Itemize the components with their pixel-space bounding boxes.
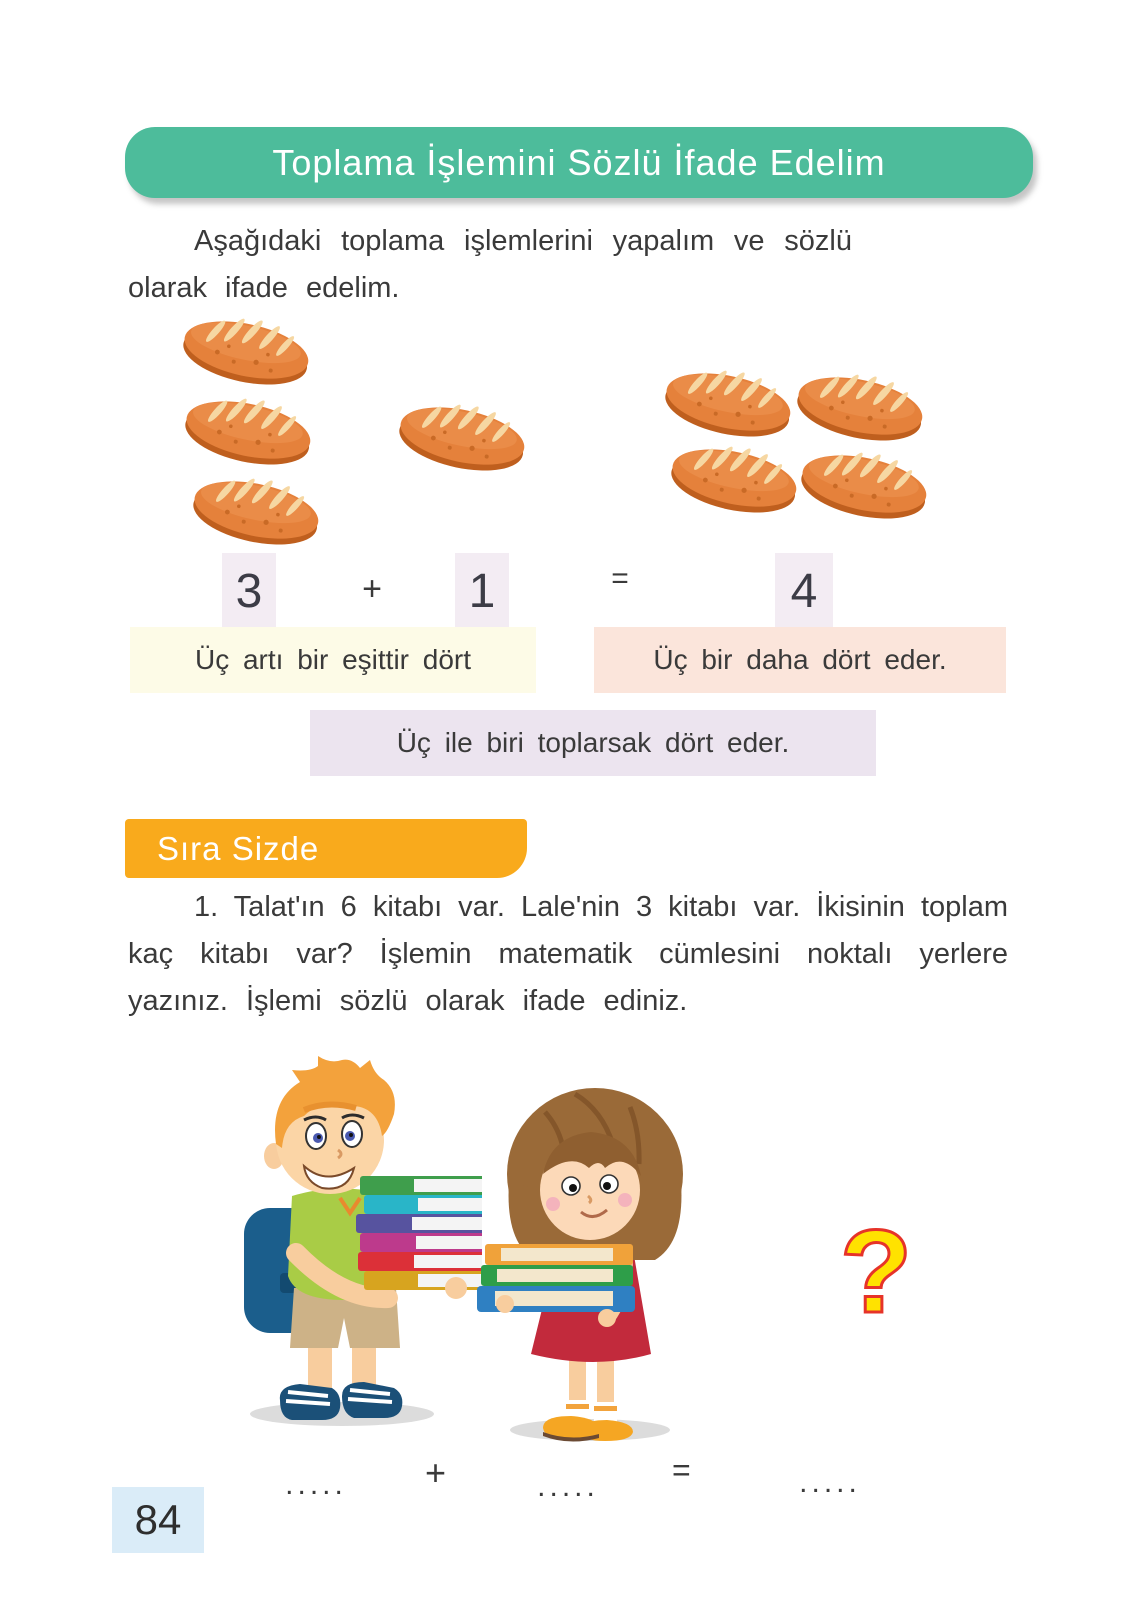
bread-icon	[658, 362, 798, 446]
girl-with-books-illustration	[455, 1072, 725, 1442]
reading-box-symbolic: Üç artı bir eşittir dört	[130, 627, 536, 693]
page-number-badge	[112, 1487, 204, 1553]
bread-icon	[790, 366, 930, 450]
plus-sign: +	[425, 1452, 447, 1493]
equals-sign: =	[611, 562, 629, 595]
problem-line: kaç kitabı var? İşlemin matematik cümlesini noktalı yerlere	[128, 938, 1008, 970]
addend1-box: 3	[222, 553, 276, 629]
problem-line: 1. Talat'ın 6 kitabı var. Lale'nin 3 kitabı var. İkisinin toplam	[194, 891, 1008, 923]
page-number: 84	[134, 1496, 182, 1543]
lesson-title-banner	[125, 127, 1033, 198]
sum-box: 4	[775, 553, 833, 629]
problem-paragraph	[128, 884, 1008, 1025]
bread-icon	[392, 396, 532, 480]
section-label: Sıra Sizde	[157, 829, 320, 867]
lesson-title: Toplama İşlemini Sözlü İfade Edelim	[272, 141, 886, 183]
question-mark-glyph: ?	[839, 1212, 913, 1338]
addend2-box: 1	[455, 553, 509, 629]
answer-blank-3[interactable]: .....	[799, 1466, 861, 1499]
problem-line: yazınız. İşlemi sözlü olarak ifade ediniz.	[128, 985, 688, 1017]
equals-sign: =	[672, 1452, 691, 1488]
boy-with-books-illustration	[192, 1048, 482, 1428]
intro-line: Aşağıdaki toplama işlemlerini yapalım ve sözlü	[194, 225, 852, 257]
section-banner	[125, 819, 527, 878]
reading-box-verbal-1: Üç bir daha dört eder.	[594, 627, 1006, 693]
question-mark-icon	[826, 1212, 926, 1342]
answer-blank-2[interactable]: .....	[537, 1470, 599, 1503]
bread-icon	[178, 390, 318, 474]
intro-paragraph	[128, 218, 852, 312]
bread-icon	[664, 438, 804, 522]
answer-blank-1[interactable]: .....	[285, 1468, 347, 1501]
reading-box-verbal-2: Üç ile biri toplarsak dört eder.	[310, 710, 876, 776]
bread-icon	[186, 470, 326, 554]
plus-sign: +	[362, 570, 382, 608]
bread-icon	[794, 444, 934, 528]
bread-icon	[176, 310, 316, 394]
intro-line: olarak ifade edelim.	[128, 272, 400, 304]
